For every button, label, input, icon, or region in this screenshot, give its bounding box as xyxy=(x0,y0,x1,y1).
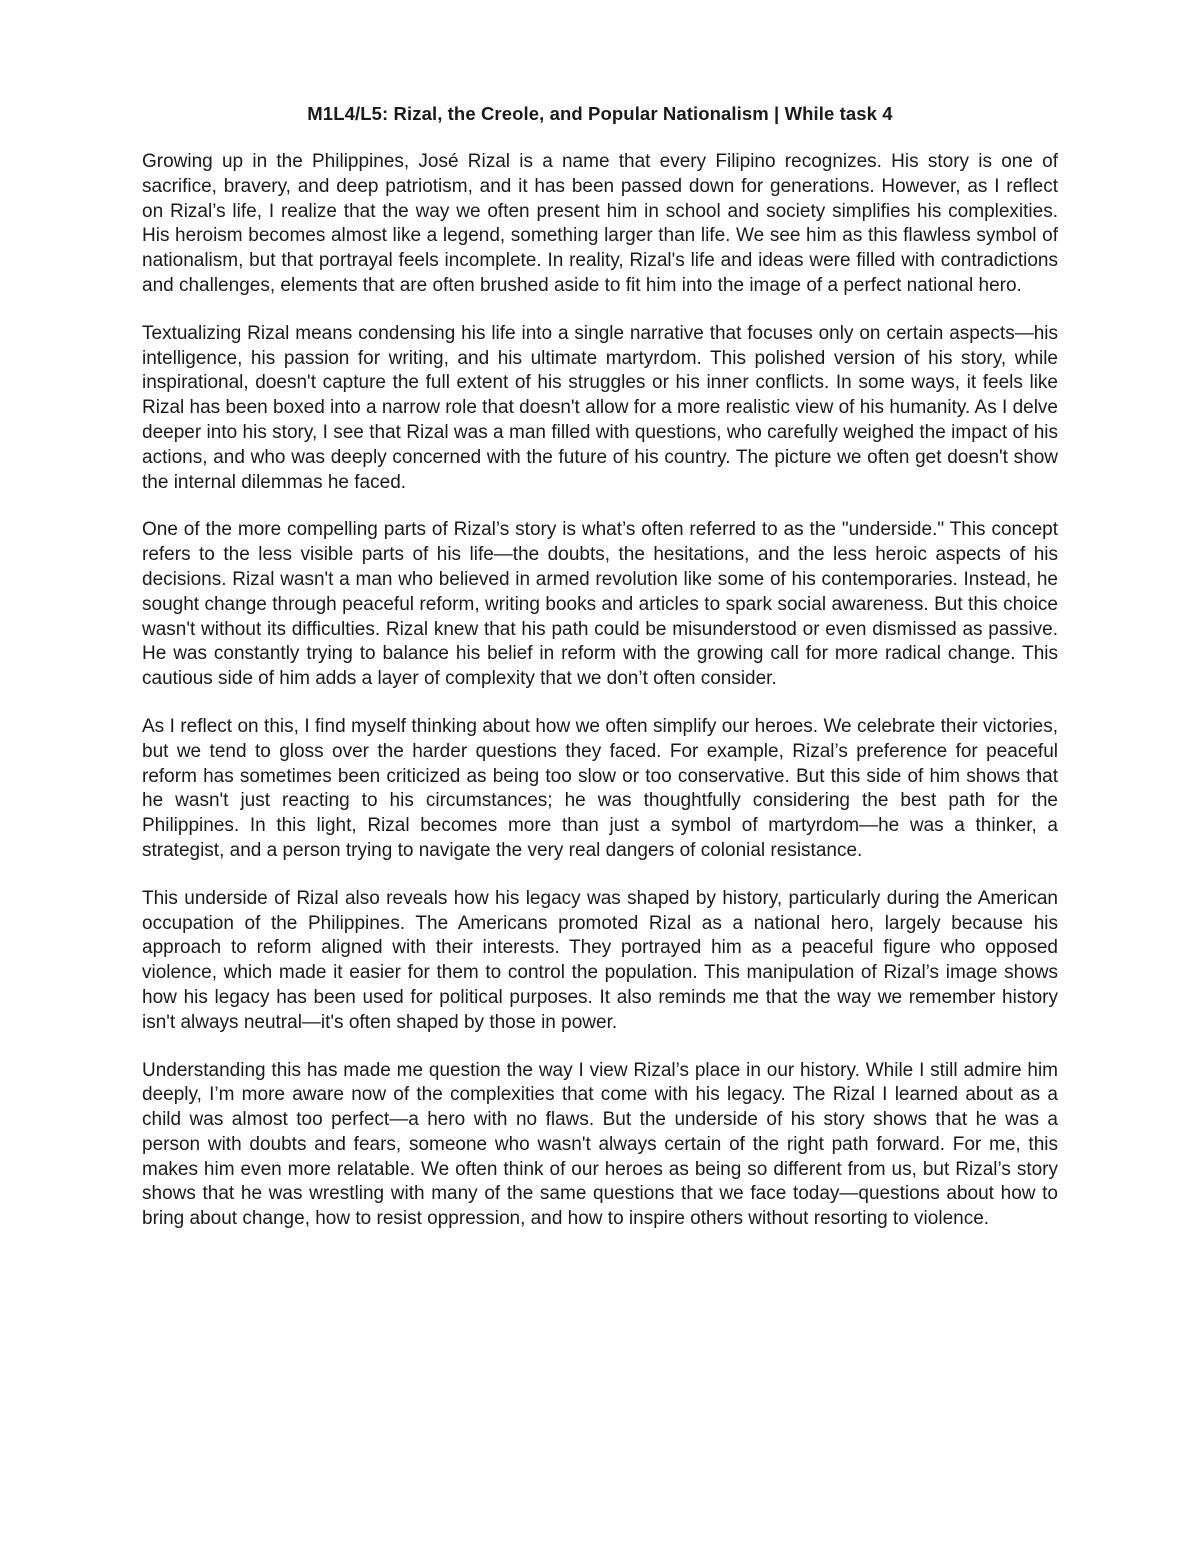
paragraph-4: As I reflect on this, I find myself thinking about how we often simplify our heroes. We celebrate their victories, but we tend to gloss over the harder questions they faced. For example, Rizal’s preference for peaceful reform has sometimes been criticized as being too slow or too conservative. But this side of him shows that he wasn't just reacting to his circumstances; he was thoughtfully considering the best path for the Philippines. In this light, Rizal becomes more than just a symbol of martyrdom—he was a thinker, a strategist, and a person trying to navigate the very real dangers of colonial resistance. xyxy=(142,715,1058,861)
paragraph-6: Understanding this has made me question the way I view Rizal’s place in our history. While I still admire him deeply, I’m more aware now of the complexities that come with his legacy. The Rizal I learned about as a child was almost too perfect—a hero with no flaws. But the underside of his story shows that he was a person with doubts and fears, someone who wasn't always certain of the right path forward. For me, this makes him even more relatable. We often think of our heroes as being so different from us, but Rizal’s story shows that he was wrestling with many of the same questions that we face today—questions about how to bring about change, how to resist oppression, and how to inspire others without resorting to violence. xyxy=(142,1059,1058,1230)
paragraph-2: Textualizing Rizal means condensing his life into a single narrative that focuses only on certain aspects—his intelligence, his passion for writing, and his ultimate martyrdom. This polished version of his story, while inspirational, doesn't capture the full extent of his struggles or his inner conflicts. In some ways, it feels like Rizal has been boxed into a narrow role that doesn't allow for a more realistic view of his humanity. As I delve deeper into his story, I see that Rizal was a man filled with questions, who carefully weighed the impact of his actions, and who was deeply concerned with the future of his country. The picture we often get doesn't show the internal dilemmas he faced. xyxy=(142,322,1058,493)
document-body xyxy=(142,101,1058,1255)
paragraph-5: This underside of Rizal also reveals how his legacy was shaped by history, particularly during the American occupation of the Philippines. The Americans promoted Rizal as a national hero, largely because his approach to reform aligned with their interests. They portrayed him as a peaceful figure who opposed violence, which made it easier for them to control the population. This manipulation of Rizal’s image shows how his legacy has been used for political purposes. It also reminds me that the way we remember history isn't always neutral—it's often shaped by those in power. xyxy=(142,887,1058,1033)
document-title: M1L4/L5: Rizal, the Creole, and Popular Nationalism | While task 4 xyxy=(307,103,893,124)
paragraph-3: One of the more compelling parts of Rizal’s story is what’s often referred to as the "underside." This concept refers to the less visible parts of his life—the doubts, the hesitations, and the less heroic aspects of his decisions. Rizal wasn't a man who believed in armed revolution like some of his contemporaries. Instead, he sought change through peaceful reform, writing books and articles to spark social awareness. But this choice wasn't without its difficulties. Rizal knew that his path could be misunderstood or even dismissed as passive. He was constantly trying to balance his belief in reform with the growing call for more radical change. This cautious side of him adds a layer of complexity that we don’t often consider. xyxy=(142,519,1058,690)
paragraph-1: Growing up in the Philippines, José Rizal is a name that every Filipino recognizes. His story is one of sacrifice, bravery, and deep patriotism, and it has been passed down for generations. However, as I reflect on Rizal’s life, I realize that the way we often present him in school and society simplifies his complexities. His heroism becomes almost like a legend, something larger than life. We see him as this flawless symbol of nationalism, but that portrayal feels incomplete. In reality, Rizal's life and ideas were filled with contradictions and challenges, elements that are often brushed aside to fit him into the image of a perfect national hero. xyxy=(142,151,1058,296)
